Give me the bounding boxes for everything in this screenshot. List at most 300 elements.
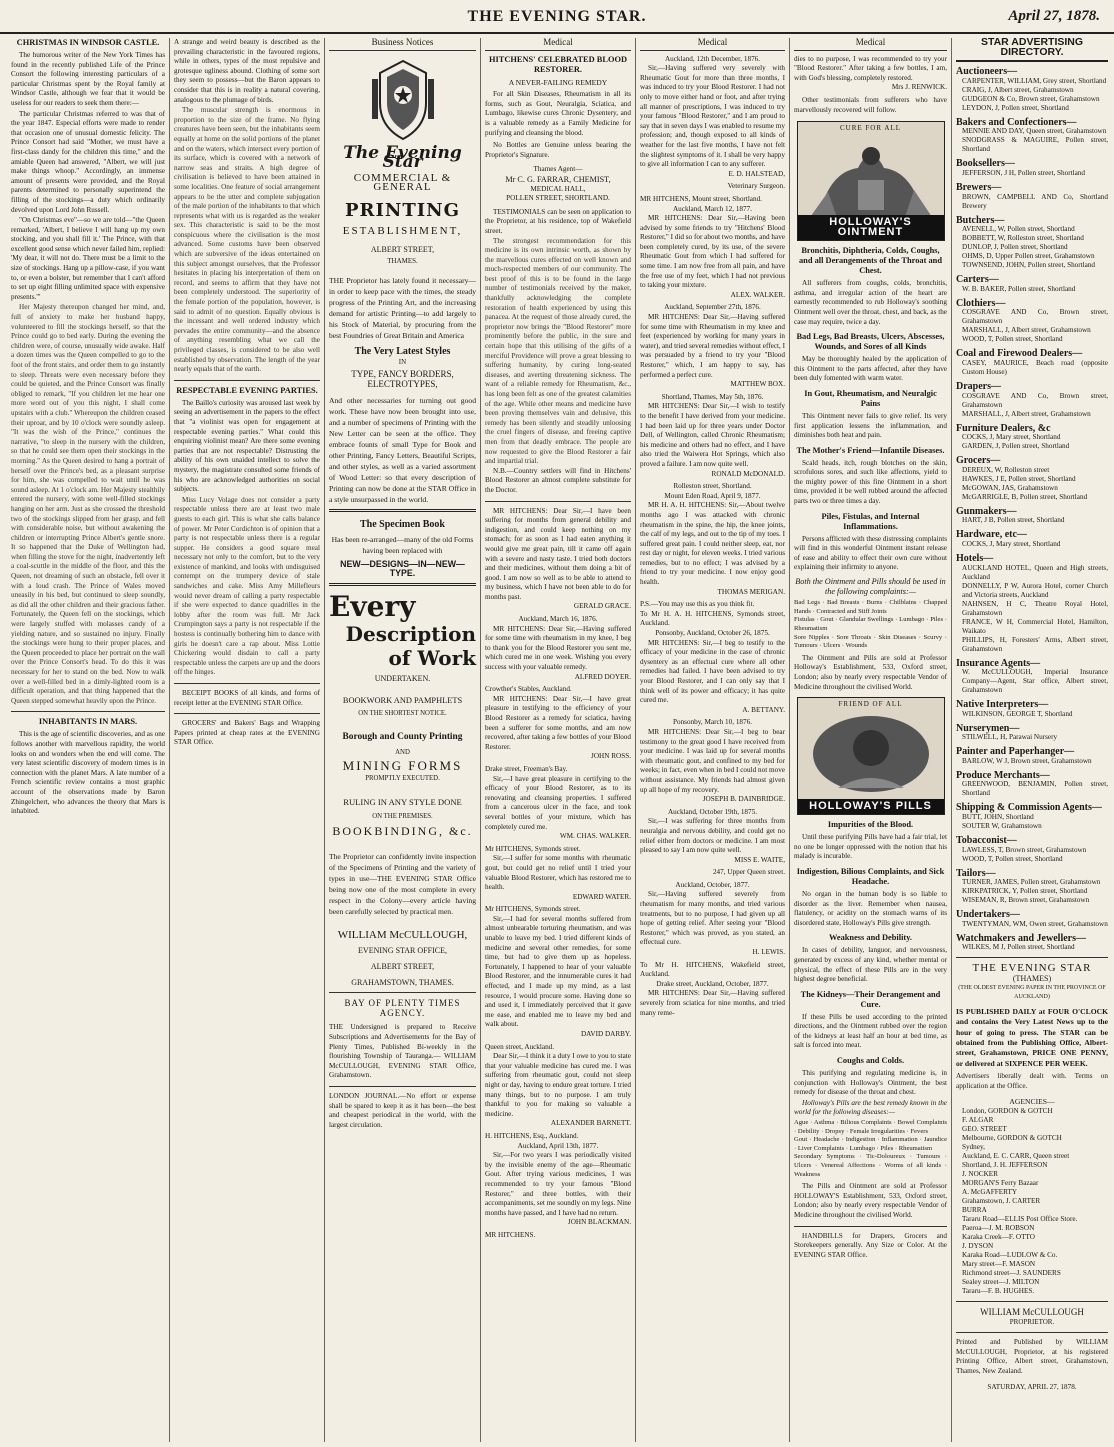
testimonial-letter: MR HITCHENS: Dear Sir,—I wish to testify to the benefit I have derived from your medicine. I had been laid up for three years under Doctor Dell, of Wellington, called Chronic Rheumatism; his medicine and others had no effect, and I have also tried the Waiwera Hot Springs, which also proved a failure. I am now quite well.	[640, 402, 785, 468]
directory-entry: CARPENTER, WILLIAM, Grey street, Shortland	[962, 76, 1107, 85]
directory-entry: COCKS, J, Mary street, Shortland	[962, 433, 1061, 442]
ad-body: The Proprietor can confidently invite inspection of the Specimens of Printing and the variety of types in use—THE EVENING STAR Office being now one of the most complete in every respect in the Colony—every article having been carefully selected by practical men.	[329, 851, 476, 916]
es-title: THE EVENING STAR	[972, 962, 1092, 975]
directory-entry: WISEMAN, R, Brown street, Grahamstown	[962, 896, 1090, 905]
directory-entry: BROWN, CAMPBELL AND Co, Shortland Brewery	[962, 192, 1108, 210]
testimonial-location: H. HITCHENS, Esq., Auckland.	[485, 1131, 579, 1140]
ad-establishment: ESTABLISHMENT,	[342, 224, 463, 237]
directory-entry: OHMS, D, Upper Pollen street, Grahamstown	[962, 252, 1095, 261]
testimonial-signature: ALFRED DOYER.	[574, 672, 631, 681]
directory-entry: BOBBETT, W, Rolleston street, Shortland	[962, 234, 1084, 243]
directory-entry: McGARRIGLE, B, Pollen street, Shortland	[962, 492, 1088, 501]
divider	[485, 501, 631, 502]
divider	[329, 1086, 476, 1087]
directory-entry: DEREUX, W, Rolleston street	[962, 465, 1050, 474]
directory-category: Nurserymen—	[956, 722, 1020, 734]
figure-illustration	[798, 132, 944, 222]
remedy-heading: Piles, Fistulas, and Internal Inflammations.	[821, 511, 920, 531]
directory-category: Shipping & Commission Agents—	[956, 802, 1102, 814]
directory-entry: SNODGRASS & MAGUIRE, Pollen street, Shortland	[962, 136, 1108, 154]
directory-category: Undertakers—	[956, 909, 1020, 921]
testimonial-location: Mr HITCHENS, Symonds street.	[485, 905, 581, 914]
divider	[174, 683, 320, 684]
paper-name: The Evening Star	[343, 142, 462, 173]
remedy-text: In cases of debility, languor, and nervousness, generated by excess of any kind, whether mental or physical, the effect of these Pills are in the very highest degree beneficial.	[794, 946, 947, 984]
testimonial-letter: Sir,—I was suffering for three months from neuralgia and nervous debility, and could get no relief either from doctors or medicine. I am most pleased to say I am now quite well.	[640, 817, 785, 855]
testimonial-location: Ponsonby, Auckland, October 26, 1875.	[655, 629, 770, 638]
remedy-heading: The Kidneys—Their Derangement and Cure.	[800, 989, 941, 1009]
divider	[329, 583, 476, 586]
testimonial-location: Auckland, April 13th, 1877.	[517, 1141, 599, 1150]
testimonial-location: Auckland, October, 1877.	[675, 880, 750, 889]
testimonial-letter: MR H. A. H. HITCHENS: Sir,—About twelve months ago I was attacked with chronic rheumatism in the spine, the hip, the knee joints, the calf of my legs, and out to the tip of my toes. I suffered great pain. I could neither sleep, eat, nor rest day or night, for eleven weeks. I tried various remedies, but to no effect; I was advised by a friend to try your medicine. I now enjoy good health.	[640, 501, 785, 587]
testimonial-letter: MR HITCHENS: Dear Sir,—Having suffered for some time with rheumatism in my knee, I beg to thank you for the Blood Restorer you sent me, which cured me in one week. Wishing you every success with your valuable remedy.	[485, 624, 631, 672]
column-rule	[169, 38, 170, 1442]
testimonial-letter: Sir,—I have great pleasure in certifying to the efficacy of your Blood Restorer, as to its renovating and cleansing properties. I suffered from a cancerous ulcer in the face, and took several bottles of your mixture, which has completely cured me.	[485, 774, 631, 831]
divider	[174, 713, 320, 714]
remedy-text: If these Pills be used according to the printed directions, and the Ointment rubbed over the region of the kidneys at least half an hour at bed time, as salt is forced into meat.	[794, 1012, 947, 1050]
article-paragraph: Her Majesty thereupon changed her mind, and, full of anxiety to make her husband happy, volunteered to fill the stockings herself, so that the Prince could go to bed early. During the evening the children were, of course, unusually wide awake. Half a dozen times was the Queen compelled to go to the foot of the front stairs, and order them to go instantly to sleep. Threats were even necessary before they could be quieted, and the Prince Consort was finally obliged to remark, "If you children let me hear one more word out of you this night, I shall come upstairs with a club." Whereupon the children ceased their uproar, and by 10 o'clock were soundly asleep. "It was the wish of the Prince," continues the narrative, "to sleep in the nursery with the children, so that he could see them open their stockings in the morning." As the Queen desired to hang a portrait of herself over the Prince's bed, as a pleasant surprise for him, she was compelled to wait until he was sound asleep. At 1 o'clock am. Her Majesty stealthily entered the nursery, with some well-filled stockings hanging on her arm. Just as she crossed the threshold two of the stockings slipped from her grasp, and fell with considerable noise, but without awakening the children or interrupting Prince Albert's gentle snore. It so happened that the Duke of Wellington had, when filling the stove for the night, inadvertently left a coal-scuttle in the middle of the floor, and this the Queen, not dreaming of such an obstacle, fell over it with a loud crash. The Prince of Wales moved uneasily in his bed, but continued to sleep soundly, as did all the other children and their gracious father. Fortunately, the Queen fell on the stockings, which were largely stuffed with molasses candy of a yielding nature, and so sustained no injury. Finally the stockings were hung to their proper places, and the Queen proceeded to place her portrait on the wall over the Prince Consort's head. To do this it was necessary for her to stand on the bed. Now to walk over a well-filled bed in a dimly-lighted room is a difficult operation, and that thing happened that the Queen stepped somewhat heavily upon the Prince.	[11, 303, 165, 705]
ad-and: AND	[395, 749, 410, 757]
ad-body: And other necessaries for turning out good work. These have now been brought into use, and a number of specimens of Printing with the New Letter can be seen at the office. They embrace founts of small Type for Book and other Printing, Fancy Letters, Beautiful Scripts, and other styles, as well as a varied assortment of Wood Letter: so that every description of Printing can now be done at the STAR Office in a style unsurpassed in the world.	[329, 396, 476, 505]
agency-entry: Tararu Road—ELLIS Post Office Store.	[962, 1215, 1078, 1224]
agency-entry: Grahamstown, J. CARTER	[962, 1197, 1041, 1206]
directory-category: Coal and Firewood Dealers—	[956, 348, 1083, 360]
testimonial-signature-address: 247, Upper Queen street.	[712, 868, 785, 877]
testimonial-letter: Sir,—I had for several months suffered from almost unbearable torturing rheumatism, and was unable to leave my bed. I tried different kinds of medicine and several other remedies, for some time, but had to give them up as hopeless. Fortunately, I happened to hear of your valuable Blood Restorer, and the innumerable cures it had effected, and I made up my mind, as a last resource, I would procure some. Having done so and used it, I immediately perceived that it gave me ease, and enabled me to leave my bed and walk about.	[485, 914, 631, 1029]
divider	[11, 711, 165, 712]
article-paragraph: Miss Lucy Volage does not consider a party respectable unless there are at least two male guests to each girl. This is what she calls balance of power. Mr Peter Cordichton is of opinion that a party is not respectable unless there is a regular supper. He considers a good square meal necessary not only to the comfort, but to the very existence of mankind, and looks with undisguised contempt on the trumpery device of stale sandwiches and cake. Miss Amy Millefleurs would never dream of calling a party respectable if she were expected to dance quadrilles in the lobby after the room was full. Mr Jack Crumpington says a party is not respectable if the hostess is continually bothering him to dance with girls he doesn't care a rap about. Miss Lottie Chickering would disdain to call a party respectable unless the carpets are up and the doors off the hinges.	[174, 495, 320, 677]
column-6	[791, 38, 950, 1442]
ad-shortest: ON THE SHORTEST NOTICE.	[358, 710, 447, 718]
article-paragraph: The Baillo's curiosity was aroused last week by seeing an advertisement in the papers to the effect that "a violinist was open for engagement at respectable evening parties." What could this enquiring violinist mean? Are there some evening parties that are not respectable? Distrusting the ability of his own unaided intellect to solve the mystery, the magistrate consulted some friends of his who are acknowledged authorities on social subjects.	[174, 398, 320, 494]
directory-category: Butchers—	[956, 214, 1005, 226]
directory-entry: NAHNSEN, H C, Theatre Royal Hotel, Grahamstown	[962, 599, 1108, 617]
directory-entry: AUCKLAND HOTEL, Queen and High streets, Auckland	[962, 563, 1108, 581]
proprietor-title: PROPRIETOR.	[1009, 1317, 1055, 1326]
divider	[956, 1301, 1108, 1302]
remedy-text: No Bottles are Genuine unless bearing the Proprietor's Signature.	[485, 141, 631, 159]
ad-types: TYPE, FANCY BORDERS, ELECTROTYPES,	[351, 368, 454, 389]
testimonial-location: MR HITCHENS.	[485, 1230, 536, 1239]
agency-entry: Richmond street—J. SAUNDERS	[962, 1269, 1061, 1278]
directory-entry: W. McCULLOUGH, Imperial Insurance Company—Agent, Star office, Albert street, Grahamstown	[962, 668, 1108, 695]
ad-town: THAMES.	[387, 257, 418, 266]
testimonial-signature-title: Veterinary Surgeon.	[727, 182, 785, 191]
complaint-list: Fistulas · Gout · Glandular Swellings · Lumbago · Piles · Rheumatism	[794, 616, 947, 632]
agency-entry: F. ALGAR	[962, 1116, 994, 1125]
proprietor-name: WILLIAM McCULLOUGH	[980, 1307, 1084, 1318]
ad-ruling: RULING IN ANY STYLE DONE	[343, 797, 462, 808]
directory-entry: GUDGEON & Co, Brown street, Grahamstown	[962, 94, 1100, 103]
directory-entry: LEYDON, J, Pollen street, Shortland	[962, 103, 1069, 112]
ad-street: ALBERT STREET,	[370, 962, 435, 972]
agency-entry: Shortland, J. H. JEFFERSON	[962, 1161, 1048, 1170]
agency-entry: MORGAN'S Ferry Bazaar	[962, 1179, 1039, 1188]
advert-handbills: HANDBILLS for Drapers, Grocers and Storekeepers generally. Any Size or Color. At the EVENING STAR Office.	[794, 1231, 947, 1259]
testimonial-postscript: P.S.—You may use this as you think fit.	[640, 600, 755, 609]
ad-town: GRAHAMSTOWN, THAMES.	[351, 977, 454, 987]
directory-entry: HART, J B, Pollen street, Shortland	[962, 516, 1065, 525]
testimonial-letter: Sir,—I suffer for some months with rheumatic gout, but could get no relief until I tried your valuable Blood Restorer, which has restored me to health.	[485, 854, 631, 892]
testimonial-location: Shortland, Thames, May 5th, 1876.	[661, 392, 764, 401]
agency-entry: London, GORDON & GOTCH	[962, 1107, 1053, 1116]
section-header: Medical	[794, 38, 947, 51]
remedy-heading: Impurities of the Blood.	[827, 820, 914, 830]
section-header: Business Notices	[329, 38, 476, 51]
directory-entry: COSGRAVE AND Co, Brown street, Grahamstown	[962, 308, 1108, 326]
testimonial-letter: MR HITCHENS: Dear Sir,—Having suffered for some time with Rheumatism in my knee and feet (experienced by working for many years in water), and tried several remedies without effect, I was persuaded by a friend to try your "Blood Restorer," which, I am happy to say, has performed a perfect cure.	[640, 313, 785, 379]
directory-category: Tobacconist—	[956, 835, 1017, 847]
directory-list	[956, 67, 1108, 952]
remedy-text: All sufferers from coughs, colds, bronchitis, asthma, and irregular action of the heart are earnestly recommended to rub Holloway's soothing Ointment well over the throat, chest, and back, as the case may require, twice a day.	[794, 279, 947, 326]
column-3	[326, 38, 479, 1442]
testimonial-signature: H. LEWIS.	[752, 948, 785, 957]
directory-category: Drapers—	[956, 380, 1001, 392]
testimonial-letter: MR HITCHENS: Sir,—I beg to testify to the efficacy of your medicine in the case of chronic dysentery as an effectual cure where all other remedies had failed. I have been advised to try your Blood Restorer, and I can only say that I think well of its power and efficacy; it has quite cured me.	[640, 638, 785, 705]
testimonial-signature: EDWARD WATER.	[572, 892, 631, 901]
directory-category: Native Interpreters—	[956, 699, 1049, 711]
testimonial-signature: ALEXANDER BARNETT.	[550, 1119, 631, 1128]
agent-hall: MEDICAL HALL,	[530, 184, 586, 193]
agency-entry: Mary street—F. MASON	[962, 1260, 1036, 1269]
directory-entry: WILKINSON, GEORGE T, Shortland	[962, 709, 1073, 718]
directory-entry: TWENTYMAN, WM, Owen street, Grahamstown	[962, 919, 1108, 928]
complaint-list: Gout · Headache · Indigestion · Inflammation · Jaundice · Liver Complaints · Lumbago · Piles · Rheumatism	[794, 1136, 947, 1152]
agent-street: POLLEN STREET, SHORTLAND.	[506, 194, 610, 203]
ad-street: ALBERT STREET,	[370, 244, 435, 254]
directory-category: Auctioneers—	[956, 66, 1018, 78]
directory-entry: JEFFERSON, J H, Pollen street, Shortland	[962, 168, 1085, 177]
testimonial-location: Auckland, September 27th, 1876.	[664, 303, 761, 312]
agency-entry: Tararu—F. B. HUGHES.	[962, 1287, 1035, 1296]
remedy-heading: Bronchitis, Diphtheria, Colds, Coughs, and all Derangements of the Throat and Chest.	[798, 246, 942, 276]
article-paragraph: The muscular strength is enormous in proportion to the size of the frame. No flying creatures have been seen, but the inhabitants seem equally at home on the solid portions of the planet and on the waters, which intersect every portion of its surface, which is covered with a network of narrow seas and straits. A high degree of civilisation is believed to have been attained in some localities. One feature of social arrangement appears to be the utter and complete subjugation of the male portion of the inhabitants to that which represents what with us is regarded as the weaker sex. This characteristic is said to be the most conspicuous where the civilisation is the most advanced. Some customs have been observed which are subversive of the ideas entertained on this subject amongst ourselves, that the Professor hesitates in placing his interpretation of them on record, and seems to affirm that they have not been completely understood. The superiority of the female portion of the population, however, is said to admit of no question. Equally obvious is the incessant and well ordered industry which pervades the entire community—and the absence of anything resembling what we call the privileged classes, is considered to be also well established by observation. The length of the year nearly equals that of the earth.	[174, 106, 320, 374]
ad-in: IN	[398, 358, 407, 367]
testimonial-signature: MISS E. WAITE,	[734, 855, 785, 864]
agency-entry: Sealey street—J. MILTON	[962, 1278, 1040, 1287]
ad-office: EVENING STAR OFFICE,	[358, 946, 447, 956]
directory-header: STAR ADVERTISING DIRECTORY.	[956, 38, 1108, 62]
remedy-text: N.B.—Country settlers will find in Hitchens' Blood Restorer an almost complete substitute for the Doctor.	[485, 466, 631, 494]
testimonial-signature: A. BETTANY.	[742, 705, 785, 714]
agency-entry: GEO. STREET	[962, 1125, 1007, 1134]
remedy-text: Scald heads, itch, rough blotches on the skin, scrofulous sores, and such like affections, yield to the mighty power of this fine Ointment in a short time, provided it be well rubbed around the affected parts two or three times a day.	[794, 458, 947, 506]
directory-entry: TURNER, JAMES, Pollen street, Grahamstown	[962, 878, 1101, 887]
testimonial-signature: JOHN ROSS.	[591, 752, 631, 761]
testimonial-letter: MR HITCHENS: Dear Sir,—I have been suffering for months from general debility and indigestion, and could keep nothing on my stomach; for as soon as I had eaten anything it would give me great pain, till it came off again with a severe and nasty taste. I tried both doctors and their medicines, without them doing a bit of good. I am now so well as to be able to attend to my business, which I have not been able to do for months past.	[485, 506, 631, 601]
directory-entry: COSGRAVE AND Co, Brown street, Grahamstown	[962, 391, 1108, 409]
agency-entry: BURRA	[962, 1206, 987, 1215]
remedy-heading: Both the Ointment and Pills should be used in the following complaints:—	[795, 577, 946, 596]
divider	[794, 1226, 947, 1227]
ad-printing: PRINTING	[344, 199, 460, 221]
testimonial-letter: MR HITCHENS: Dear Sir,—Having been advised by some friends to try "Hitchens' Blood Restorer," I did so for about two months, and have been completely cured, by its use, of the severe Rheumatic Gout from which I had suffered for some time. I am now free from all pain, and have the free use of my feet, which I had not previous to taking your mixture.	[640, 214, 785, 290]
article-headline: CHRISTMAS IN WINDSOR CASTLE.	[16, 38, 160, 47]
directory-entry: WILKES, M J, Pollen street, Shortland	[962, 943, 1075, 952]
remedy-text: The strongest recommendation for this medicine is its own intrinsic worth, as shown by the marvellous cures effected on well known and much-respected members of our community. The best proof of this is to be found in the large number of testimonials received by the maker, thankfully acknowledging the complete restoration of health experienced by using this panacea. At the request of those already cured, the proprietor now brings the "Blood Restorer" more prominently before the public, in the sure and certain hope that this utilising of the gifts of a merciful Providence will prove a great blessing to suffering humanity, by curing long-seated diseases, and averting threatening sickness. The want of a reliable remedy for Rheumatism, &c., has long been felt as one of the greatest calamities of the age. While other means and medicine have been proving themselves vain and delusive, this remedy has been silently and steadily unloosing the cruel fingers of disease, and freeing captive men from that deadly embrace. The people are now requested to give the Blood Restorer a fair and impartial trial.	[485, 236, 631, 466]
column-7	[953, 38, 1111, 1442]
remedy-subtitle: A NEVER-FAILING REMEDY	[508, 77, 608, 87]
column-rule	[789, 38, 790, 1442]
remedy-text: No organ in the human body is so liable to disorder as the liver. Remember when nausea, flatulency, or acidity on the stomach warns of its disordered state, Holloway's Pills give strength.	[794, 889, 947, 927]
testimonial-signature: JOHN BLACKMAN.	[567, 1218, 631, 1227]
article-paragraph: The humorous writer of the New York Times has found in the recently published Life of the Prince Consort the following interesting particulars of a particular Christmas spent by the Royal family at Windsor Castle, although we fear that it would be useless for our readers to seek them there:—	[11, 51, 165, 107]
testimonial-letter: dies to no purpose, I was recommended to try your "Blood Restorer." After taking a few bottles, I am, with God's blessing, completely restored.	[794, 54, 947, 82]
ad-line: COMMERCIAL & GENERAL	[353, 171, 452, 194]
testimonial-location: Crowther's Stables, Auckland.	[485, 685, 572, 694]
article-headline: RESPECTABLE EVENING PARTIES.	[176, 385, 318, 395]
section-header: Medical	[485, 38, 631, 51]
remedy-heading: The Mother's Friend—Infantile Diseases.	[796, 445, 945, 455]
ad-promptly: PROMPTLY EXECUTED.	[365, 775, 440, 783]
remedy-text: Holloway's Pills are the best remedy known in the world for the following diseases:—	[794, 1098, 947, 1117]
masthead	[0, 0, 1114, 34]
complaint-list: Bad Legs · Bad Breasts · Burns · Chilblains · Chapped Hands · Contracted and Stiff Joints	[794, 599, 947, 615]
divider	[956, 1332, 1108, 1333]
ad-of-work: of Work	[388, 645, 476, 670]
directory-category: Tailors—	[956, 867, 996, 879]
directory-category: Bakers and Confectioners—	[956, 116, 1077, 128]
agent-label: Thames Agent—	[533, 165, 583, 174]
testimonial-letter: Sir,—For two years I was periodically visited by the invisible enemy of the age—Rheumatic Gout. After trying various medicines, I was recommended to try your famous "Blood Restorer," and three bottles, with their accompaniments, set me soundly on my legs. Nine months have passed, and I have had no return.	[485, 1151, 631, 1217]
directory-category: Booksellers—	[956, 158, 1015, 170]
ad-description: Description	[345, 621, 476, 646]
masthead-date: April 27, 1878.	[1008, 8, 1100, 24]
testimonial-signature: WM. CHAS. WALKER.	[559, 832, 631, 841]
directory-entry: BUTT, JOHN, Shortland	[962, 813, 1034, 822]
advert-grocers-bags: GROCERS' and Bakers' Bags and Wrapping Papers printed at cheap rates at the EVENING STAR Office.	[174, 719, 320, 747]
testimonial-signature: MATTHEW BOX.	[730, 380, 785, 389]
testimonial-location: Auckland, March 12, 1877.	[672, 204, 753, 213]
testimonial-location: Ponsonby, March 10, 1876.	[673, 718, 752, 727]
agencies-title: AGENCIES—	[1009, 1097, 1055, 1107]
section-header: Medical	[640, 38, 785, 51]
remedy-title: HITCHENS' CELEBRATED BLOOD RESTORER.	[488, 54, 628, 74]
directory-entry: KIRKPATRICK, Y, Pollen street, Shortland	[962, 887, 1088, 896]
testimonial-letter: MR HITCHENS: Dear Sir,—Having suffered severely from sciatica for nine months, and tried many reme-	[640, 989, 785, 1017]
column-1	[8, 38, 168, 1442]
agencies-list	[956, 1107, 1108, 1296]
remedy-text: This Ointment never fails to give relief. Its very first application lessens the inflammation, and diminishes both heat and pain.	[794, 411, 947, 440]
testimonial-letter: Sir,—Having suffered very severely with Rheumatic Gout for more than three months, I was induced to try your Blood Restorer. I had not only to move either hand or foot, and after trying all manner of prescriptions, I was induced to try your famous "Blood Restorer," and I am proud to say that in seven days I was enabled to resume my profession; and, though exposed to all kinds of weather for the last five months, I have not felt the slightest symptoms of it. I shall be very happy to give all information I can to any sufferer.	[640, 64, 785, 169]
ad-every: Every	[329, 589, 416, 623]
testimonial-location: Queen street, Auckland.	[485, 1042, 555, 1051]
article-paragraph: A strange and weird beauty is described as the prevailing characteristic in the favoured regions, while in others, types of the most repulsive and grotesque ugliness abound. Clothing of some sort they seem to possess—but the Baron appears to consider that this is in reality a natural covering, analogous to the plumage of birds.	[174, 38, 320, 104]
remedy-heading: Indigestion, Bilious Complaints, and Sick Headache.	[796, 866, 945, 886]
directory-entry: GREENWOOD, BENJAMIN, Pollen street, Shortland	[962, 780, 1108, 798]
remedy-heading: Weakness and Debility.	[828, 933, 913, 943]
remedy-heading: Coughs and Colds.	[836, 1056, 905, 1066]
emblem-motto: FRIEND OF ALL	[838, 700, 903, 709]
remedy-text: TESTIMONIALS can be seen on application to the Proprietor, at his residence, top of Wakefield street.	[485, 207, 631, 235]
agency-entry: A. McGAFFERTY	[962, 1188, 1018, 1197]
divider	[956, 957, 1108, 958]
testimonial-signature: ALEX. WALKER.	[730, 290, 785, 299]
article-paragraph: This is the age of scientific discoveries, and as one follows another with marvellous rapidity, the world looks on and wonders when the end will come. The very latest scientific discovery of modern times is in connection with the planet Mars. A late number of a French scientific review contains a most graphic account of the observations made by Baron Zhingelchert, who advances the theory that Mars is inhabited.	[11, 730, 165, 816]
directory-category: Hardware, etc—	[956, 529, 1027, 541]
pills-emblem	[797, 697, 945, 815]
remedy-text: Until these purifying Pills have had a fair trial, let no one be longer oppressed with the notion that his malady is incurable.	[794, 833, 947, 861]
testimonial-location: To Mr H. HITCHENS, Wakefield street, Auckland.	[640, 960, 785, 979]
directory-entry: SOUTER W, Grahamstown	[962, 822, 1042, 831]
directory-entry: AVENELL, W, Pollen street, Shortland	[962, 225, 1075, 234]
divider	[329, 509, 476, 512]
ad-proprietor: WILLIAM McCULLOUGH,	[337, 928, 468, 941]
directory-category: Painter and Paperhanger—	[956, 746, 1075, 758]
directory-category: Hotels—	[956, 552, 994, 564]
remedy-text: May be thoroughly healed by the application of this Ointment to the parts affected, after they have been duly fomented with warm water.	[794, 355, 947, 383]
figure-illustration	[798, 708, 944, 798]
divider	[329, 992, 476, 993]
agency-entry: Sydney,	[962, 1143, 985, 1152]
complaint-list: Sore Nipples · Sore Throats · Skin Diseases · Scurvy · Tumours · Ulcers · Wounds	[794, 633, 947, 650]
testimonial-location: Drake street, Auckland, October, 1877.	[656, 979, 769, 988]
ad-mining: MINING FORMS	[342, 757, 463, 773]
directory-category: Carters—	[956, 274, 999, 286]
testimonial-signature: THOMAS MERIGAN.	[717, 587, 785, 596]
testimonial-letter: MR HITCHENS: Dear Sir,—I have great pleasure in testifying to the efficiency of your Blood Restorer as a remedy for sciatica, having been a sufferer for some months, and am now recovered, after taking a few bottles of your Blood Restorer.	[485, 694, 631, 751]
complaint-list: Ague · Asthma · Bilious Complaints · Bowel Complaints · Debility · Dropsy · Female Irregularities · Fevers	[794, 1119, 947, 1135]
agency-entry: J. NOCKER	[962, 1170, 998, 1179]
directory-entry: COCKS, J, Mary street, Shortland	[962, 539, 1061, 548]
testimonial-signature: DAVID DARBY.	[580, 1030, 631, 1038]
directory-entry: FRANCE, W H, Commercial Hotel, Hamilton, Waikato	[962, 617, 1108, 635]
directory-entry: PHILLIPS, H, Foresters' Arms, Albert street, Grahamstown	[962, 635, 1108, 653]
bay-title: BAY OF PLENTY TIMES AGENCY.	[344, 998, 461, 1018]
imprint-date: SATURDAY, APRIL 27, 1878.	[987, 1382, 1077, 1391]
directory-category: Gunmakers—	[956, 505, 1017, 517]
es-advertisers: Advertisers liberally dealt with. Terms on application at the Office.	[956, 1072, 1108, 1090]
directory-category: Insurance Agents—	[956, 657, 1041, 669]
directory-entry: STILWELL, H, Parawai Nursery	[962, 733, 1058, 742]
testimonial-location: Auckland, 12th December, 1876.	[664, 54, 761, 63]
article-paragraph: "On Christmas eve"—so we are told—"the Queen remarked, 'Albert, I believe I will hang up my own stocking, and you shall fill it.' The Prince, with that excellent good sense which never failed him, replied: 'My dear, it will not do. There must be a limit to the size of stockings. Hang up a pillow-case, if you want to, or even a bolster, but remember that I can't afford to set up eight filling unlimited space with expensive presents.'"	[11, 216, 165, 301]
testimonial-location: Mount Eden Road, April 9, 1877.	[664, 491, 761, 500]
ad-premises: ON THE PREMISES.	[372, 812, 433, 820]
testimonial-signature: Mrs J. RENWICK.	[891, 83, 947, 92]
directory-entry: McGOWAN, JAS, Grahamstown	[962, 483, 1058, 492]
pills-banner: HOLLOWAY'S PILLS	[798, 799, 944, 815]
column-4	[482, 38, 634, 1442]
es-subtitle: (THAMES)	[1012, 974, 1052, 984]
remedy-text: The Ointment and Pills are sold at Professor Holloway's Establishment, 533, Oxford street, London; also by nearly every respectable Vendor of Medicine throughout the civilised World.	[794, 653, 947, 691]
directory-category: Grocers—	[956, 455, 1001, 467]
directory-entry: W. B. BAKER, Pollen street, Shortland	[962, 284, 1076, 293]
ad-body: THE Proprietor has lately found it necessary—in order to keep pace with the times, the steady progress of the Printing Art, and the increasing demand for artistic Printing—to add largely to his Stock of Material, by procuring from the best Foundries of Great Britain and America	[329, 275, 476, 340]
directory-category: Produce Merchants—	[956, 769, 1050, 781]
directory-entry: DUNLOP, J, Pollen street, Shortland	[962, 243, 1068, 252]
directory-entry: HAWKES, J E, Pollen street, Shortland	[962, 474, 1076, 483]
agent-name: Mr C. G. FARRAR, CHEMIST,	[505, 174, 611, 184]
directory-entry: TOWNSEND, JOHN, Pollen street, Shortland	[962, 261, 1096, 270]
es-subtitle-2: (THE OLDEST EVENING PAPER IN THE PROVINCE OF AUCKLAND)	[958, 984, 1106, 1001]
remedy-text: The Pills and Ointment are sold at Professor HOLLOWAY'S Establishment, 533, Oxford street, London; also by nearly every respectable Vendor of Medicine throughout the civilised World.	[794, 1182, 947, 1219]
ad-undertaken: UNDERTAKEN.	[374, 673, 431, 683]
testimonial-signature: RONALD McDONALD.	[711, 469, 785, 478]
ad-specimen: The Specimen Book	[359, 519, 445, 531]
directory-entry: CRAIG, J, Albert street, Grahamstown	[962, 85, 1074, 94]
notice-text: Other testimonials from sufferers who have marvellously recovered will follow.	[794, 95, 947, 114]
directory-entry: WOOD, T, Pollen street, Shortland	[962, 335, 1063, 344]
testimonial-location: To Mr H. A. H. HITCHENS, Symonds street, Auckland.	[640, 609, 785, 628]
ad-bookwork: BOOKWORK AND PAMPHLETS	[342, 695, 463, 705]
divider	[174, 380, 320, 381]
imprint: Printed and Published by WILLIAM McCULLOUGH, Proprietor, at his registered Printing Office, Albert street, Grahamstown, Thames, New Zealand.	[956, 1338, 1108, 1375]
ad-borough: Borough and County Printing	[342, 731, 463, 742]
agency-entry: Karaka Road—LUDLOW & Co.	[962, 1251, 1058, 1260]
directory-entry: CASEY, MAURICE, Beach road (opposite Custom House)	[962, 358, 1108, 376]
column-rule	[635, 38, 636, 1442]
testimonial-letter: Sir,—Having suffered severely from rheumatism for many months, and tried various treatments, but to no purpose, I had given up all hope of getting relief. After seeing your "Blood Restorer," which was proved, as you stated, an effectual cure.	[640, 890, 785, 947]
directory-category: Clothiers—	[956, 297, 1006, 309]
directory-entry: MARSHALL, J, Albert street, Grahamstown	[962, 409, 1091, 418]
advert-receipt-books: BECEIPT BOOKS of all kinds, and forms of receipt letter at the EVENING STAR Office.	[174, 689, 320, 707]
bay-body: THE Undersigned is prepared to Receive Subscriptions and Advertisements for the Bay of Plenty Times, Published Bi-weekly in the flourishing Township of Tauranga.— WILLIAM McCULLOUGH, EVENING STAR Office, Grahamstown.	[329, 1023, 476, 1080]
column-rule	[951, 38, 952, 1442]
directory-category: Furniture Dealers, &c	[956, 422, 1051, 434]
ad-styles: The Very Latest Styles	[354, 345, 451, 357]
testimonial-letter: MR HITCHENS: Dear Sir,—I beg to bear testimony to the great good I have received from your medicine. I was laid up for several months with rheumatic gout, and confined to my bed for weeks; in fact, even when in bed I could not move without assistance. My friends had almost given up all hope of my recovery.	[640, 727, 785, 794]
column-5	[637, 38, 788, 1442]
testimonial-location: MR HITCHENS, Mount street, Shortland.	[640, 194, 762, 203]
masthead-title: THE EVENING STAR.	[467, 8, 647, 25]
column-rule	[324, 38, 325, 1442]
testimonial-signature: GERALD GRACE.	[573, 602, 631, 611]
testimonial-letter: Dear Sir,—I think it a duty I owe to you to state that your valuable medicine has cured me. I was suffering from rheumatic gout, could not sleep night or day, having to endure great torture. I tried many things, but to no purpose. I am truly thankful to you for making so valuable a medicine.	[485, 1052, 631, 1118]
ad-new-designs: NEW—DESIGNS—IN—NEW—TYPE.	[340, 558, 465, 579]
agency-entry: Melbourne, GORDON & GOTCH	[962, 1134, 1062, 1143]
es-body: IS PUBLISHED DAILY at FOUR O'CLOCK and contains the Very Latest News up to the hour of going to press. The STAR can be obtained from the Publishing Office, Albert-street, Grahamstown, PRICE ONE PENNY, or delivered at SIXPENCE PER WEEK.	[956, 1006, 1108, 1068]
ointment-emblem	[797, 121, 945, 241]
testimonial-location: Mr HITCHENS, Symonds street.	[485, 844, 581, 853]
column-rule	[480, 38, 481, 1442]
article-paragraph: The particular Christmas referred to was that of the year 1847. Especial efforts were made to render that occasion one of unusual domestic felicity. The Prince Consort had said "Mother, we must have a first-class dandy for the children this time," and the amiable Queen had answered, "Albert, we will just make things whoop." Accordingly, an immense amount of presents were provided, and the Royal parents determined to personally superintend the filling of the stockings—a duty which ordinarily devolved upon Lord John Russell.	[11, 109, 165, 214]
directory-entry: LAWLESS, T, Brown street, Grahamstown	[962, 845, 1087, 854]
agency-entry: Paeroa—J. M. ROBSON	[962, 1224, 1035, 1233]
directory-entry: WOOD, T, Pollen street, Shortland	[962, 854, 1063, 863]
remedy-text: This purifying and regulating medicine is, in conjunction with Holloway's Ointment, the best remedy for disease of the throat and chest.	[794, 1069, 947, 1097]
directory-entry: DONNELLY, P W, Aurora Hotel, corner Church and Victoria streets, Auckland	[962, 581, 1108, 599]
agency-entry: J. DYSON	[962, 1242, 994, 1251]
directory-category: Brewers—	[956, 181, 1002, 193]
remedy-heading: Bad Legs, Bad Breasts, Ulcers, Abscesses, Wounds, and Sores of all Kinds	[796, 332, 945, 352]
testimonial-location: Rolleston street, Shortland.	[673, 482, 752, 491]
directory-entry: BARLOW, W J, Brown street, Grahamstown	[962, 756, 1092, 765]
coat-of-arms-logo	[368, 57, 438, 143]
testimonial-signature: E. D. HALSTEAD,	[728, 169, 785, 178]
directory-entry: MENNIE AND DAY, Queen street, Grahamstown	[962, 127, 1107, 136]
remedy-text: For all Skin Diseases, Rheumatism in all its forms, such as Gout, Neuralgia, Sciatica, and Lumbago, likewise cures Chronic Dysentery, and is a valuable remedy as a Family Medicine for purifying and cleansing the blood.	[485, 90, 631, 137]
london-journal: LONDON JOURNAL.—No effort or expense shall be spared to keep it as it has been—the best and cheapest periodical in the world, with the largest circulation.	[329, 1091, 476, 1129]
remedy-heading: In Gout, Rheumatism, and Neuralgic Pains	[804, 388, 937, 408]
directory-category: Watchmakers and Jewellers—	[956, 932, 1086, 944]
agency-entry: Auckland, E. C. CARR, Queen street	[962, 1152, 1070, 1161]
ointment-banner: HOLLOWAY'S OINTMENT	[798, 215, 944, 240]
ad-bookbinding: BOOKBINDING, &c.	[332, 824, 473, 839]
directory-entry: GARDEN, J, Pollen street, Shortland	[962, 442, 1070, 451]
directory-entry: MARSHALL, J, Albert street, Grahamstown	[962, 326, 1091, 335]
emblem-motto: CURE FOR ALL	[839, 124, 901, 133]
complaint-list: Secondary Symptoms · Tic-Doloureux · Tumours · Ulcers · Venereal Affections · Worms of all kinds · Weakness	[794, 1153, 947, 1178]
testimonial-location: Drake street, Freeman's Bay.	[485, 764, 568, 773]
testimonial-location: Auckland, March 16, 1876.	[518, 615, 598, 624]
testimonial-signature: JOSEPH B. DAINBRIDGE.	[702, 795, 785, 804]
column-2	[171, 38, 323, 1442]
article-headline: INHABITANTS IN MARS.	[38, 717, 138, 727]
remedy-text: Persons afflicted with these distressing complaints will find in this wonderful Ointment instant release of ease and ability to effect their own cure without explaining their infirmity to anyone.	[794, 534, 947, 572]
ad-body: Has been re-arranged—many of the old Forms having been replaced with	[331, 534, 474, 555]
